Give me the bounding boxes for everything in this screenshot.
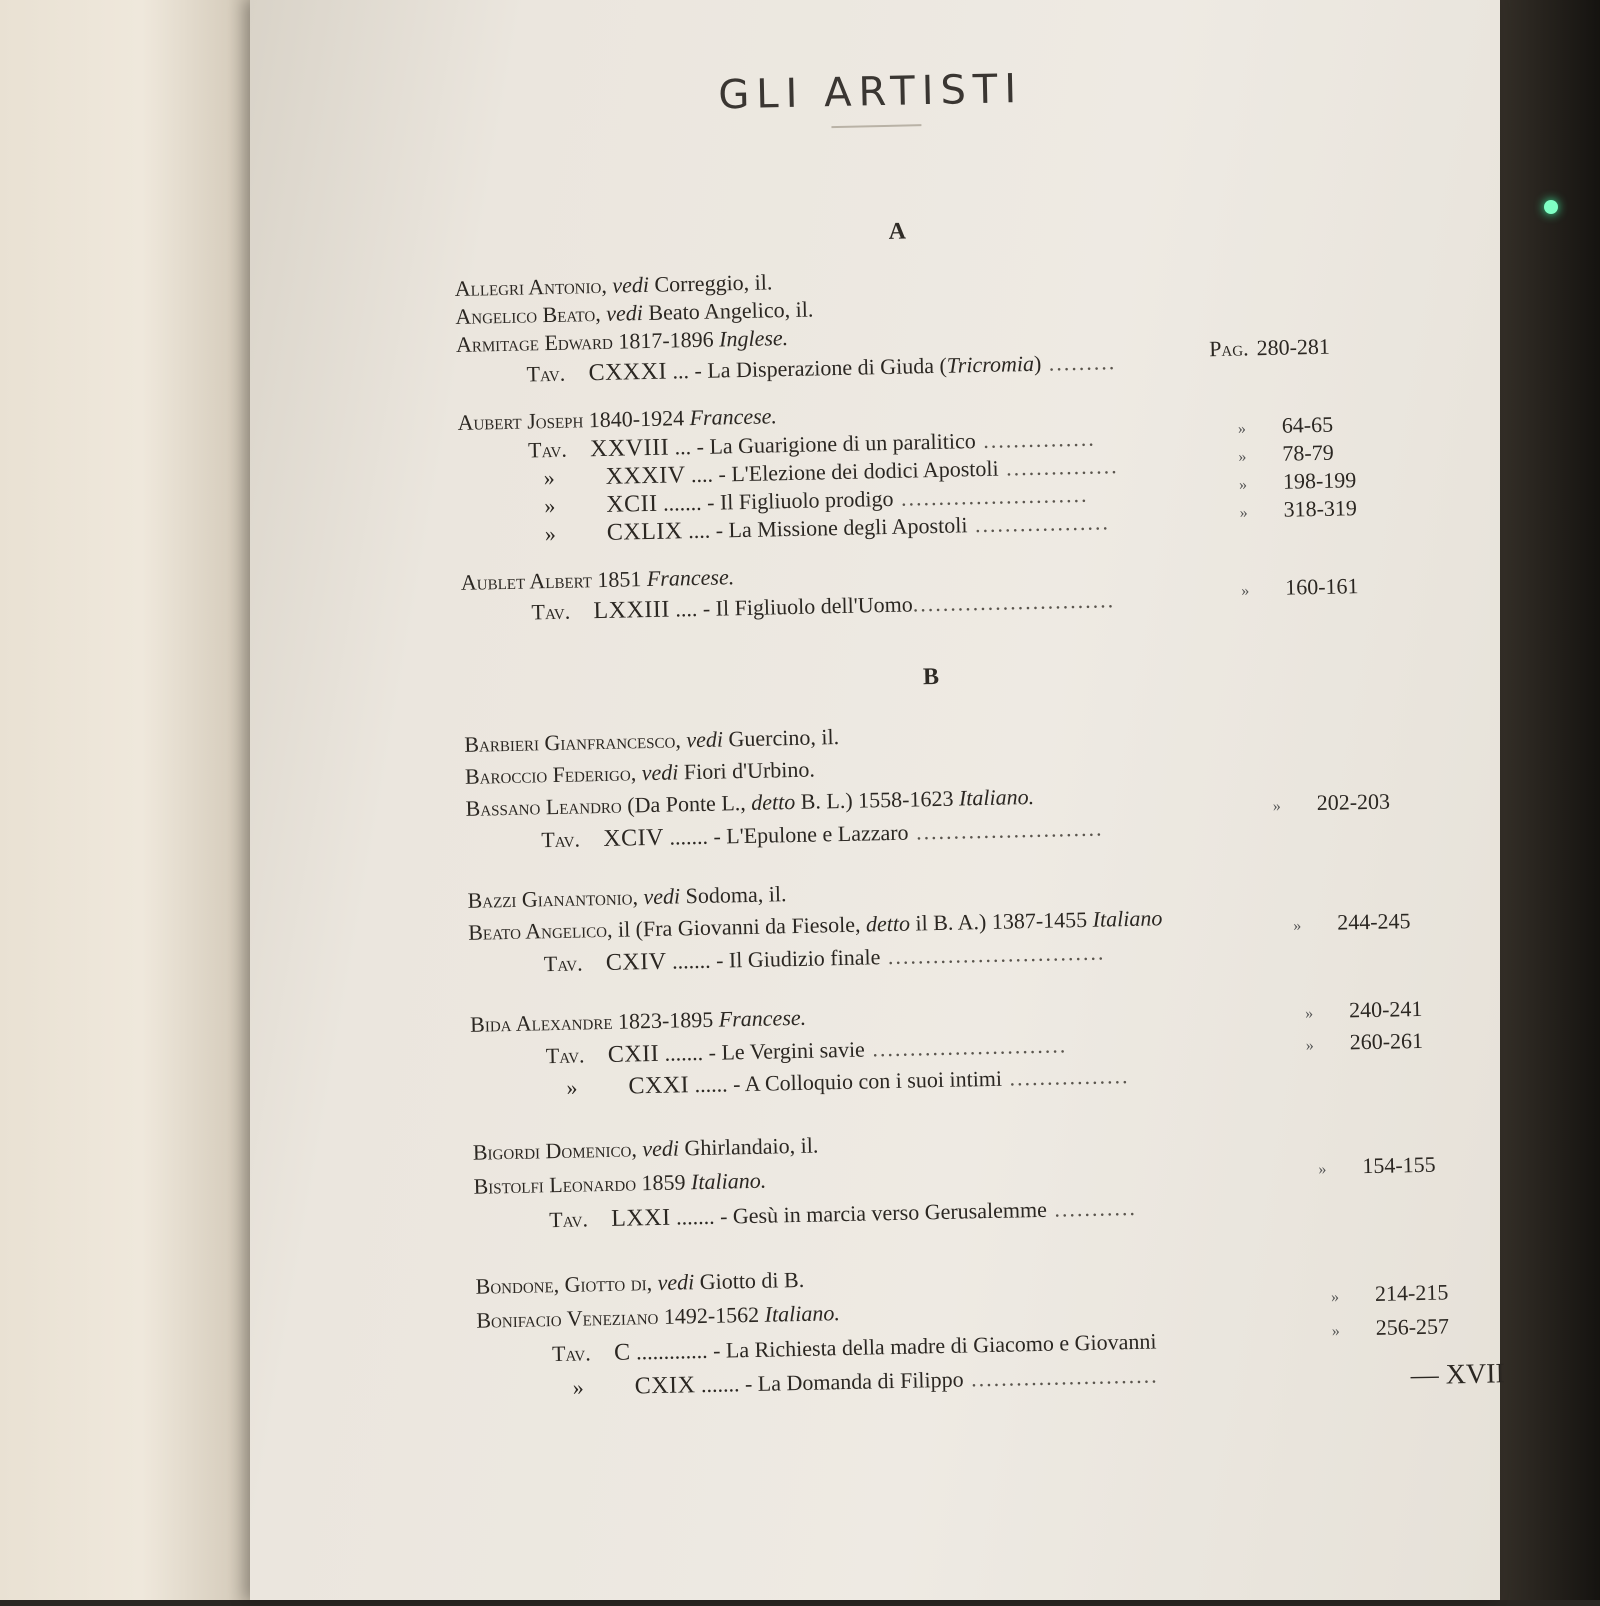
- plate-cxlix-pages: » 318-319: [1239, 495, 1358, 522]
- left-page-edge: [0, 0, 258, 1600]
- plate-lxxi-pages: » 154-155: [1318, 1151, 1436, 1179]
- entry-aubert: Aubert Joseph 1840-1924 Francese.: [457, 403, 778, 435]
- plate-cxix-pages: » 256-257: [1331, 1313, 1450, 1340]
- page-title: GLI ARTISTI: [717, 66, 1024, 119]
- plate-cxxxi-pages: Pag. 280-281: [1208, 333, 1331, 362]
- entry-bistolfi: Bistolfi Leonardo 1859 Italiano.: [473, 1167, 767, 1199]
- entry-beato-angelico: Beato Angelico, il (Fra Giovanni da Fiesole, detto il B. A.) 1387-1455 Italiano: [467, 905, 1163, 945]
- plate-cxiv: Tav. CXIV ....... - Il Giudizio finale .............................: [543, 939, 1106, 977]
- plate-c: Tav. C ............. - La Richiesta della madre di Giacomo e Giovanni: [551, 1328, 1157, 1367]
- plate-cxii: Tav. CXII ....... - Le Vergini savie ..........................: [545, 1032, 1068, 1069]
- plate-lxxi: Tav. LXXI ....... - Gesù in marcia verso Gerusalemme ...........: [548, 1194, 1138, 1233]
- entry-armitage: Armitage Edward 1817-1896 Inglese.: [455, 325, 789, 357]
- entry-bida: Bida Alexandre 1823-1895 Francese.: [469, 1004, 807, 1037]
- index-page: [250, 0, 1506, 1600]
- entry-aublet: Aublet Albert 1851 Francese.: [460, 564, 735, 595]
- plate-xcii: » XCII ....... - Il Figliuolo prodigo .........................: [544, 481, 1089, 519]
- indicator-light: [1544, 200, 1558, 214]
- plate-xcii-pages: » 198-199: [1238, 467, 1357, 494]
- entry-bigordi: Bigordi Domenico, vedi Ghirlandaio, il.: [472, 1132, 819, 1165]
- plate-lxxiii-pages: » 160-161: [1241, 573, 1359, 600]
- plate-xciv: Tav. XCIV ....... - L'Epulone e Lazzaro .........................: [541, 815, 1104, 853]
- section-letter-a: A: [888, 218, 907, 245]
- plate-cxxi: » CXXI ...... - A Colloquio con i suoi intimi ................: [566, 1063, 1130, 1100]
- plate-c-pages: » 214-215: [1330, 1279, 1449, 1306]
- plate-xxviii: Tav. XXVIII ... - La Guarigione di un paralitico ...............: [527, 425, 1096, 463]
- entry-bondone: Bondone, Giotto di, vedi Giotto di B.: [475, 1266, 805, 1299]
- title-rule: [831, 124, 921, 128]
- plate-xxxiv: » XXXIV .... - L'Elezione dei dodici Apostoli ...............: [543, 453, 1119, 491]
- plate-xxviii-pages: » 64-65: [1237, 411, 1334, 438]
- plate-cxxxi: Tav. CXXXI ... - La Disperazione di Giuda (Tricromia) .........: [526, 349, 1117, 387]
- entry-barbieri: Barbieri Gianfrancesco, vedi Guercino, il.: [464, 724, 840, 757]
- entry-allegri: Allegri Antonio, vedi Correggio, il.: [454, 269, 773, 301]
- plate-cxiv-pages: » 244-245: [1293, 908, 1411, 935]
- page-content: [244, 0, 1527, 1606]
- page-number: — XVII: [1410, 1358, 1506, 1392]
- plate-cxii-pages: » 240-241: [1304, 995, 1423, 1023]
- plate-xciv-pages: » 202-203: [1272, 788, 1391, 816]
- plate-lxxiii: Tav. LXXIII .... - Il Figliuolo dell'Uomo...........................: [531, 587, 1116, 625]
- plate-cxlix: » CXLIX .... - La Missione degli Apostoli ..................: [544, 509, 1111, 547]
- plate-cxix: » CXIX ....... - La Domanda di Filippo .........................: [572, 1362, 1159, 1400]
- plate-cxxi-pages: » 260-261: [1305, 1027, 1424, 1055]
- plate-xxxiv-pages: » 78-79: [1238, 439, 1334, 466]
- entry-baroccio: Baroccio Federigo, vedi Fiori d'Urbino.: [464, 756, 816, 789]
- entry-bazzi: Bazzi Gianantonio, vedi Sodoma, il.: [467, 881, 787, 913]
- section-letter-b: B: [922, 663, 940, 691]
- entry-bassano: Bassano Leandro (Da Ponte L., detto B. L.) 1558-1623 Italiano.: [465, 783, 1035, 821]
- entry-angelico: Angelico Beato, vedi Beato Angelico, il.: [455, 296, 814, 329]
- entry-bonifacio: Bonifacio Veneziano 1492-1562 Italiano.: [476, 1300, 841, 1333]
